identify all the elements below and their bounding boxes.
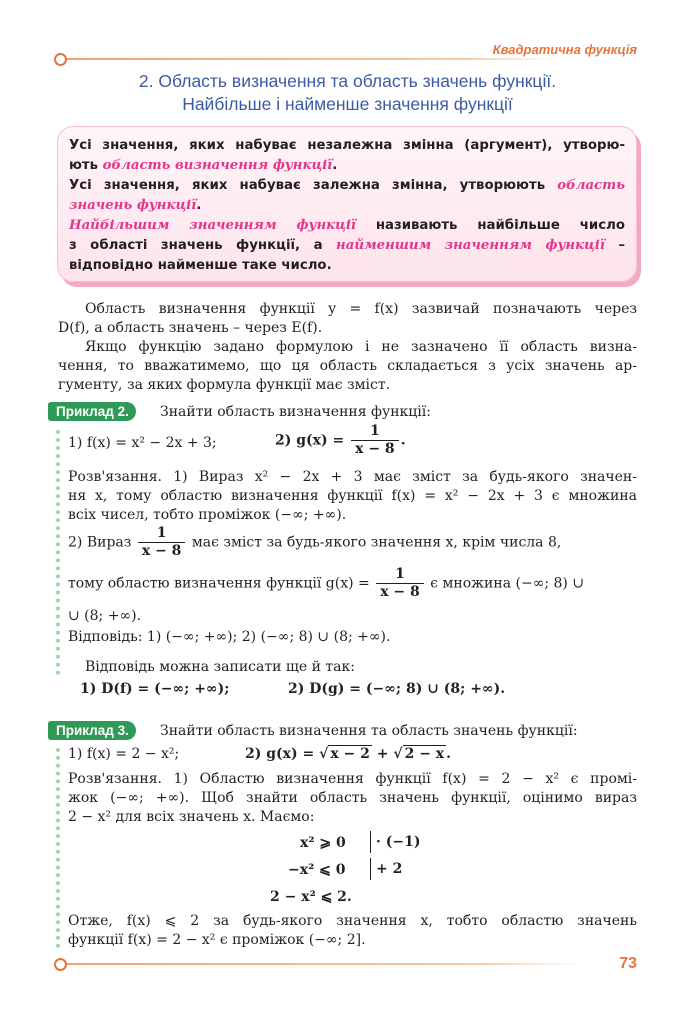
def-line-5: Найбільшим значенням функції називають найбільше число <box>69 218 626 233</box>
example-2-solution-line-3: всіх чисел, тобто проміжок (−∞; +∞). <box>68 507 347 523</box>
inequality-2: −x² ⩽ 0 <box>288 862 346 878</box>
example-3-dotted-rule <box>56 748 60 948</box>
inequality-1: x² ⩾ 0 <box>300 835 346 851</box>
inequality-1-operation: · (−1) <box>370 831 420 853</box>
example-2-badge: Приклад 2. <box>48 401 136 421</box>
def-line-2: ють область визначення функції. <box>69 158 338 173</box>
def-line-3: Усі значення, яких набуває залежна змінна, утворюють область <box>69 178 625 193</box>
def-line-6: з області значень функції, а найменшим значенням функції – <box>69 238 626 253</box>
example-2-item-1: 1) f(x) = x² − 2x + 3; <box>68 435 217 451</box>
example-3-solution-line-3: 2 − x² для всіх значень x. Маємо: <box>68 809 315 825</box>
example-2-solution-line-6: ∪ (8; +∞). <box>68 608 142 624</box>
fraction-1-over-x-minus-8: $\frac{1}{x - 8}$ <box>351 423 399 458</box>
fraction-1-over-x-minus-8: $\frac{1}{x - 8}$ <box>376 566 424 601</box>
sqrt-sign-icon: √ <box>393 746 403 762</box>
intro-p1-line-2: D(f), а область значень – через E(f). <box>58 320 323 336</box>
sqrt-radicand-1: x − 2 <box>330 746 370 762</box>
header-rule-dot <box>54 53 67 66</box>
example-2-alt-2: 2) D(g) = (−∞; 8) ∪ (8; +∞). <box>288 681 506 697</box>
example-3-solution-line-2: жок (−∞; +∞). Щоб знайти область значень функції, оцінимо вираз <box>68 790 637 806</box>
def-line-7: відповідно найменше таке число. <box>69 258 332 273</box>
example-2-alt-1: 1) D(f) = (−∞; +∞); <box>80 681 230 697</box>
example-3-item-1: 1) f(x) = 2 − x²; <box>68 746 180 762</box>
def-line-1: Усі значення, яких набуває незалежна змінна (аргумент), утворю- <box>69 138 625 153</box>
example-3-solution-line-1: Розв'язання. 1) Областю визначення функції f(x) = 2 − x² є промі- <box>68 771 637 787</box>
example-2-answer: Відповідь: 1) (−∞; +∞); 2) (−∞; 8) ∪ (8; +∞). <box>68 629 391 645</box>
section-title <box>0 70 695 116</box>
example-2-solution-line-4: 2) Вираз $\frac{1}{x - 8}$ має зміст за будь-якого значення x, крім числа 8, <box>68 525 562 559</box>
sqrt-sign-icon: √ <box>319 746 329 762</box>
def-line-4: значень функції. <box>69 198 202 213</box>
definition-box <box>57 126 637 282</box>
intro-p2-line-2: чення, то вважатимемо, що ця область складається з усіх значень ар- <box>58 358 637 374</box>
page-number: 73 <box>619 955 637 972</box>
example-2-alt-intro: Відповідь можна записати ще й так: <box>85 659 355 675</box>
example-2-dotted-rule <box>56 430 60 675</box>
example-3-item-2: 2) g(x) = √ x − 2 + √ 2 − x . <box>245 746 452 762</box>
intro-p2-line-3: гументу, за яких формула функції має зміст. <box>58 377 391 393</box>
sqrt-radicand-2: 2 − x <box>404 746 445 762</box>
example-2-task: Знайти область визначення функції: <box>160 404 431 420</box>
example-3-badge: Приклад 3. <box>48 720 136 740</box>
section-title-line-2: Найбільше і найменше значення функції <box>182 94 513 114</box>
footer-rule-dot <box>54 958 67 971</box>
inequality-3: 2 − x² ⩽ 2. <box>270 889 352 905</box>
example-3-task: Знайти область визначення та область значень функції: <box>160 723 578 739</box>
intro-p1-line-1: Область визначення функції y = f(x) зазвичай позначають через <box>85 301 637 317</box>
fraction-1-over-x-minus-8: $\frac{1}{x - 8}$ <box>138 525 186 560</box>
section-title-line-1: 2. Область визначення та область значень функції. <box>138 71 557 91</box>
example-3-conclusion-line-1: Отже, f(x) ⩽ 2 за будь-якого значення x, тобто областю значень <box>68 913 637 929</box>
example-2-solution-line-2: ня x, тому областю визначення функції f(x) = x² − 2x + 3 є множина <box>68 488 637 504</box>
running-title: Квадратична функція <box>492 42 637 57</box>
header-rule <box>60 58 560 60</box>
example-2-item-2: 2) g(x) = $\frac{1}{x - 8}$ . <box>275 423 406 457</box>
example-3-conclusion-line-2: функції f(x) = 2 − x² є проміжок (−∞; 2]. <box>68 932 366 948</box>
example-2-solution-line-1: Розв'язання. 1) Вираз x² − 2x + 3 має зміст за будь-якого значен- <box>68 469 637 485</box>
example-2-solution-line-5: тому областю визначення функції g(x) = $\frac{1}{x - 8}$ є множина (−∞; 8) ∪ <box>68 566 585 600</box>
footer-rule <box>60 963 580 965</box>
intro-p2-line-1: Якщо функцію задано формулою і не зазначено її область визна- <box>85 339 637 355</box>
inequality-2-operation: + 2 <box>370 858 402 880</box>
